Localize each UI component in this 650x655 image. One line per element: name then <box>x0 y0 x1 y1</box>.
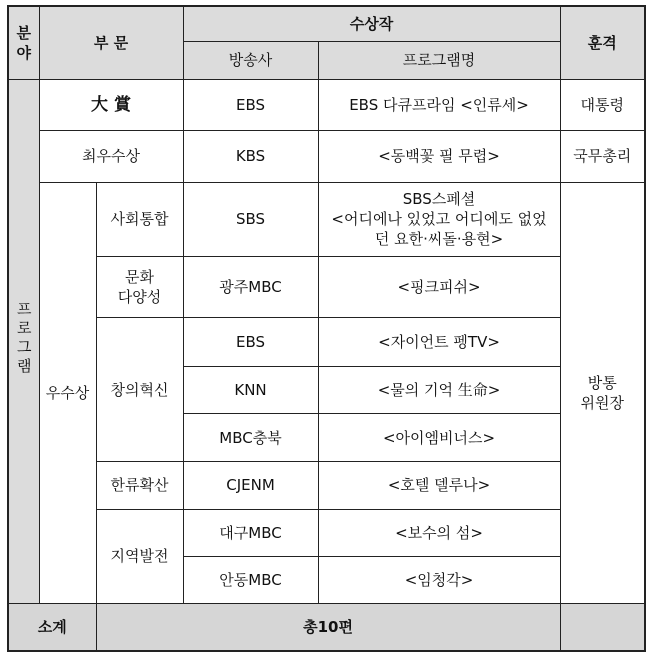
excellence-group-label: 창의혁신 <box>96 318 183 462</box>
excellence-broadcaster: EBS <box>183 318 318 366</box>
footer-label: 소계 <box>8 604 96 651</box>
grand-prize-category: 大 賞 <box>39 79 183 130</box>
excellence-broadcaster: 대구MBC <box>183 509 318 556</box>
header-program: 프로그램명 <box>318 41 560 79</box>
footer-decoration-empty <box>560 604 645 651</box>
excellence-broadcaster: MBC충북 <box>183 413 318 461</box>
program-section <box>8 79 39 603</box>
grand-prize-program: EBS 다큐프라임 <인류세> <box>318 79 560 130</box>
excellence-row <box>8 462 645 509</box>
header-field <box>8 6 39 79</box>
excellence-program: <호텔 델루나> <box>318 462 560 509</box>
excellence-group-label: 문화 다양성 <box>96 257 183 318</box>
excellence-row <box>8 509 645 556</box>
excellence-group-label: 사회통합 <box>96 182 183 256</box>
awards-table <box>7 5 646 652</box>
excellence-broadcaster: 광주MBC <box>183 257 318 318</box>
excellence-broadcaster: 안동MBC <box>183 556 318 603</box>
footer-total: 총10편 <box>96 604 560 651</box>
excellence-program: SBS스페셜 <어디에나 있었고 어디에도 없었 던 요한·씨돌·용현> <box>318 182 560 256</box>
excellence-program: <물의 기억 生命> <box>318 366 560 413</box>
best-prize-program: <동백꽃 필 무렵> <box>318 131 560 182</box>
grand-prize-decoration: 대통령 <box>560 79 645 130</box>
excellence-row <box>8 318 645 366</box>
program-section-label: 프로그램 <box>14 301 33 378</box>
excellence-broadcaster: KNN <box>183 366 318 413</box>
excellence-label: 우수상 <box>39 182 96 604</box>
grand-prize-broadcaster: EBS <box>183 79 318 130</box>
excellence-program: <자이언트 펭TV> <box>318 318 560 366</box>
header-field-label: 분야 <box>16 23 31 62</box>
excellence-broadcaster: CJENM <box>183 462 318 509</box>
excellence-group-label: 한류확산 <box>96 462 183 509</box>
excellence-row <box>8 182 645 256</box>
best-prize-broadcaster: KBS <box>183 131 318 182</box>
best-prize-decoration: 국무총리 <box>560 131 645 182</box>
best-prize-category: 최우수상 <box>39 131 183 182</box>
excellence-program: <임청각> <box>318 556 560 603</box>
excellence-program: <핑크피쉬> <box>318 257 560 318</box>
excellence-row <box>8 257 645 318</box>
header-broadcaster: 방송사 <box>183 41 318 79</box>
header-department: 부 문 <box>39 6 183 79</box>
excellence-decoration: 방통 위원장 <box>560 182 645 604</box>
excellence-broadcaster: SBS <box>183 182 318 256</box>
excellence-program: <아이엠비너스> <box>318 413 560 461</box>
excellence-program: <보수의 섬> <box>318 509 560 556</box>
header-award: 수상작 <box>183 6 560 41</box>
header-decoration: 훈격 <box>560 6 645 79</box>
excellence-group-label: 지역발전 <box>96 509 183 604</box>
